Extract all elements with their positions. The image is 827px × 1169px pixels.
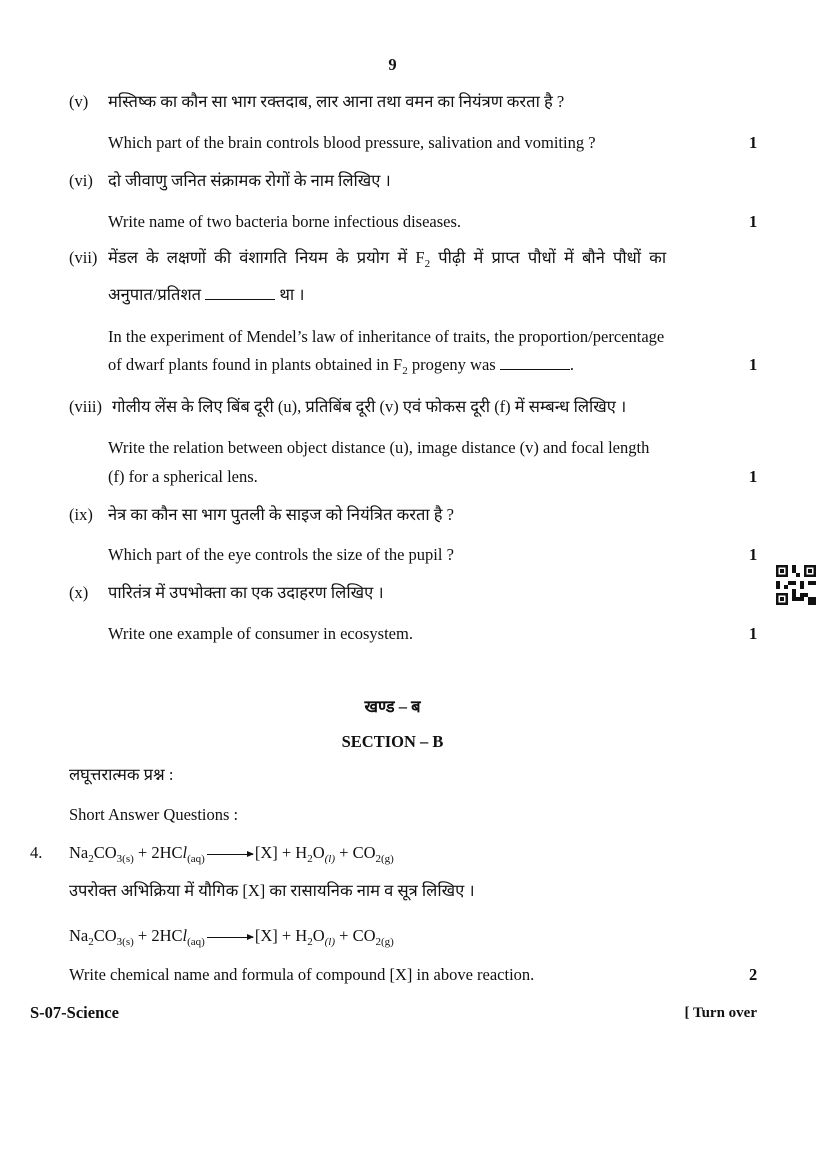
question-number: 4. [30,843,43,862]
question-hindi: गोलीय लेंस के लिए बिंब दूरी (u), प्रतिबिंब दूरी (v) एवं फोकस दूरी (f) में सम्बन्ध लिखिए । [112,397,627,416]
paper-code: S-07-Science [30,1003,119,1022]
section-subtitle: Short Answer Questions : [69,805,239,824]
reaction-arrow-icon [207,937,253,938]
section-title-hindi: खण्ड – ब [364,697,421,716]
qr-code [776,565,816,605]
question-english-cont: (f) for a spherical lens. [108,467,258,486]
question-number: (vii) [69,248,98,267]
question-hindi: मस्तिष्क का कौन सा भाग रक्तदाब, लार आना तथा वमन का नियंत्रण करता है ? [108,92,565,111]
question-hindi: उपरोक्त अभिक्रिया में यौगिक [X] का रासायनिक नाम व सूत्र लिखिए । [69,881,475,900]
question-number: (vi) [69,171,93,190]
question-number: (x) [69,583,89,602]
question-english-cont: of dwarf plants found in plants obtained in $F_2$ progeny was . [108,355,574,377]
turn-over: [ Turn over [684,1005,757,1021]
question-english: Which part of the eye controls the size of the pupil ? [108,545,454,564]
marks: 1 [749,467,758,486]
section-title: SECTION – B [341,732,444,751]
question-english: Write chemical name and formula of compound [X] in above reaction. [69,965,535,984]
marks: 1 [749,133,758,152]
question-hindi: नेत्र का कौन सा भाग पुतली के साइज को नियंत्रित करता है ? [108,505,455,524]
marks: 1 [749,212,758,231]
marks: 1 [749,624,758,643]
chemical-equation: $Na_2CO_{3(s)} + 2HCl_{(aq)}$ $[X] + H_2O_{(l)} + CO_{2(g)}$ [69,926,394,948]
question-hindi: दो जीवाणु जनित संक्रामक रोगों के नाम लिखिए । [108,171,391,190]
question-english: Which part of the brain controls blood pressure, salivation and vomiting ? [108,133,596,152]
question-hindi: मेंडल के लक्षणों की वंशागति नियम के प्रयोग में $F_2$ पीढ़ी में प्राप्त पौधों में बौने पौधों का [108,248,667,270]
marks: 1 [749,545,758,564]
section-subtitle-hindi: लघूत्तरात्मक प्रश्न : [69,765,174,784]
reaction-arrow-icon [207,854,253,855]
question-number: (ix) [69,505,93,524]
page-number: 9 [388,55,397,74]
marks: 2 [749,965,758,984]
question-number: (viii) [69,397,102,416]
question-english: In the experiment of Mendel’s law of inheritance of traits, the proportion/percentage [108,327,665,346]
marks: 1 [749,355,758,374]
answer-blank [500,355,570,370]
question-english: Write the relation between object distance (u), image distance (v) and focal length [108,438,650,457]
answer-blank [205,285,275,300]
chemical-equation: $Na_2CO_{3(s)} + 2HCl_{(aq)}$ $[X] + H_2O_{(l)} + CO_{2(g)}$ [69,843,394,865]
question-number: (v) [69,92,89,111]
question-hindi-cont: अनुपात/प्रतिशत था । [108,285,305,304]
question-hindi: पारितंत्र में उपभोक्ता का एक उदाहरण लिखिए । [108,583,384,602]
question-english: Write name of two bacteria borne infectious diseases. [108,212,462,231]
question-english: Write one example of consumer in ecosystem. [108,624,413,643]
